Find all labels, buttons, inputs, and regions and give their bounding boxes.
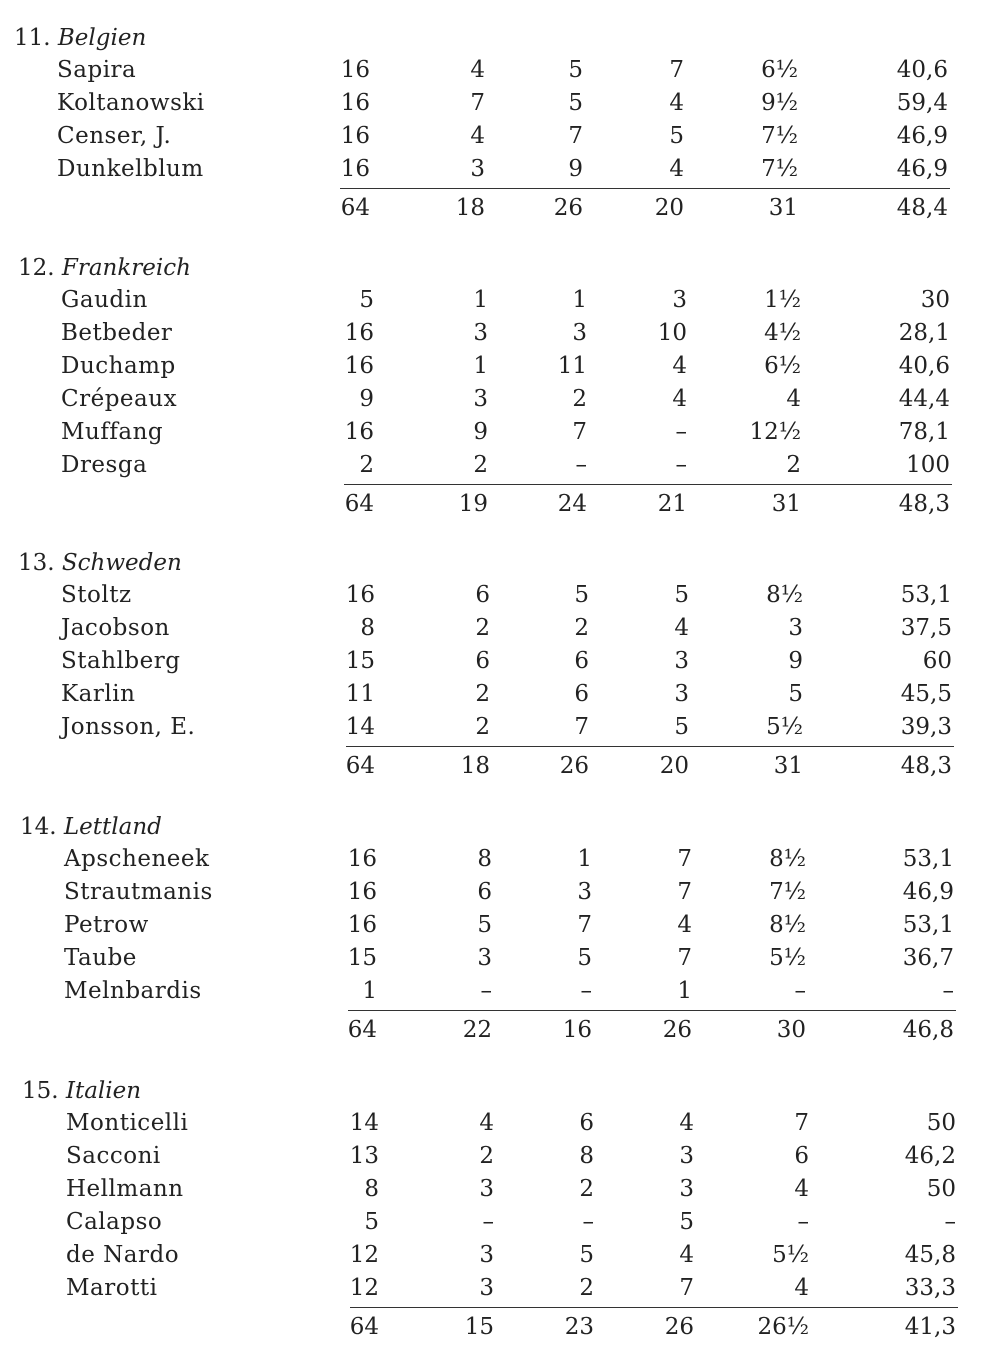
player-name: Censer, J. bbox=[57, 123, 172, 149]
total-cell: 31 bbox=[768, 195, 798, 221]
player-row bbox=[0, 942, 1000, 975]
stat-cell: 5 bbox=[359, 287, 374, 313]
stat-cell: 4 bbox=[679, 1242, 694, 1268]
stat-cell: 4 bbox=[470, 123, 485, 149]
player-row bbox=[0, 876, 1000, 909]
stat-cell: 78,1 bbox=[898, 419, 950, 445]
stat-cell: – bbox=[797, 1209, 809, 1235]
country-heading bbox=[22, 1075, 141, 1107]
total-cell: 22 bbox=[462, 1017, 492, 1043]
stat-cell: 53,1 bbox=[902, 846, 954, 872]
stat-cell: 7 bbox=[794, 1110, 809, 1136]
stat-cell: 7 bbox=[677, 879, 692, 905]
stat-cell: 7 bbox=[572, 419, 587, 445]
stat-cell: 16 bbox=[347, 879, 377, 905]
stat-cell: 6½ bbox=[764, 353, 801, 379]
stat-cell: 11 bbox=[345, 681, 375, 707]
total-cell: 46,8 bbox=[902, 1017, 954, 1043]
stat-cell: 5 bbox=[577, 945, 592, 971]
stat-cell: 6 bbox=[477, 879, 492, 905]
stat-cell: 1 bbox=[677, 978, 692, 1004]
player-name: Koltanowski bbox=[57, 90, 205, 116]
stat-cell: 3 bbox=[470, 156, 485, 182]
total-divider bbox=[348, 1010, 956, 1011]
stat-cell: 6½ bbox=[761, 57, 798, 83]
stat-cell: 3 bbox=[473, 386, 488, 412]
stat-cell: 7 bbox=[574, 714, 589, 740]
stat-cell: 3 bbox=[473, 320, 488, 346]
stat-cell: 12 bbox=[349, 1275, 379, 1301]
stat-cell: 39,3 bbox=[900, 714, 952, 740]
player-name: Betbeder bbox=[61, 320, 173, 346]
total-cell: 16 bbox=[562, 1017, 592, 1043]
stat-cell: 4 bbox=[470, 57, 485, 83]
total-cell: 41,3 bbox=[904, 1314, 956, 1340]
stat-cell: 7 bbox=[470, 90, 485, 116]
stat-cell: 6 bbox=[574, 648, 589, 674]
stat-cell: 5 bbox=[568, 57, 583, 83]
country-heading bbox=[14, 22, 146, 54]
stat-cell: 13 bbox=[349, 1143, 379, 1169]
stat-cell: 2 bbox=[786, 452, 801, 478]
total-cell: 30 bbox=[776, 1017, 806, 1043]
stat-cell: 5 bbox=[579, 1242, 594, 1268]
stat-cell: 16 bbox=[345, 582, 375, 608]
stat-cell: 3 bbox=[679, 1176, 694, 1202]
total-cell: 48,3 bbox=[900, 753, 952, 779]
player-row bbox=[0, 612, 1000, 645]
stat-cell: 46,9 bbox=[902, 879, 954, 905]
stat-cell: 9 bbox=[473, 419, 488, 445]
stat-cell: 2 bbox=[475, 681, 490, 707]
stat-cell: 40,6 bbox=[896, 57, 948, 83]
stat-cell: 16 bbox=[340, 123, 370, 149]
player-row bbox=[0, 54, 1000, 87]
player-row bbox=[0, 416, 1000, 449]
stat-cell: 6 bbox=[574, 681, 589, 707]
stat-cell: – bbox=[575, 452, 587, 478]
stat-cell: 9 bbox=[568, 156, 583, 182]
total-cell: 64 bbox=[347, 1017, 377, 1043]
stat-cell: 4 bbox=[794, 1275, 809, 1301]
player-row bbox=[0, 87, 1000, 120]
player-name: Dresga bbox=[61, 452, 148, 478]
stat-cell: 3 bbox=[577, 879, 592, 905]
total-divider bbox=[344, 484, 952, 485]
stat-cell: 16 bbox=[340, 90, 370, 116]
stat-cell: – bbox=[482, 1209, 494, 1235]
stat-cell: 37,5 bbox=[900, 615, 952, 641]
country-name: Lettland bbox=[63, 814, 162, 840]
player-name: Stahlberg bbox=[61, 648, 181, 674]
section-number: 13. bbox=[18, 550, 55, 576]
stat-cell: 2 bbox=[579, 1275, 594, 1301]
player-row bbox=[0, 383, 1000, 416]
stat-cell: 3 bbox=[788, 615, 803, 641]
stat-cell: 30 bbox=[920, 287, 950, 313]
total-divider bbox=[346, 746, 954, 747]
player-name: Calapso bbox=[66, 1209, 163, 1235]
stat-cell: 46,2 bbox=[904, 1143, 956, 1169]
stat-cell: 5 bbox=[364, 1209, 379, 1235]
total-cell: 26½ bbox=[757, 1314, 809, 1340]
stat-cell: 7 bbox=[679, 1275, 694, 1301]
stat-cell: 5 bbox=[574, 582, 589, 608]
stat-cell: 4 bbox=[672, 386, 687, 412]
stat-cell: 4 bbox=[669, 156, 684, 182]
stat-cell: 100 bbox=[906, 452, 950, 478]
stat-cell: 5 bbox=[674, 714, 689, 740]
stat-cell: 8½ bbox=[769, 846, 806, 872]
stat-cell: 5½ bbox=[766, 714, 803, 740]
player-row bbox=[0, 153, 1000, 186]
country-name: Schweden bbox=[61, 550, 182, 576]
total-cell: 15 bbox=[464, 1314, 494, 1340]
stat-cell: 12½ bbox=[749, 419, 801, 445]
stat-cell: 5 bbox=[788, 681, 803, 707]
stat-cell: 6 bbox=[475, 582, 490, 608]
player-name: Petrow bbox=[64, 912, 149, 938]
stat-cell: 45,5 bbox=[900, 681, 952, 707]
stat-cell: 4½ bbox=[764, 320, 801, 346]
stat-cell: 12 bbox=[349, 1242, 379, 1268]
country-name: Frankreich bbox=[61, 255, 191, 281]
stat-cell: 3 bbox=[479, 1275, 494, 1301]
section-number: 12. bbox=[18, 255, 55, 281]
stat-cell: 10 bbox=[657, 320, 687, 346]
stat-cell: – bbox=[675, 419, 687, 445]
player-name: Muffang bbox=[61, 419, 164, 445]
player-name: Duchamp bbox=[61, 353, 176, 379]
stat-cell: 50 bbox=[926, 1176, 956, 1202]
section-number: 15. bbox=[22, 1078, 59, 1104]
stat-cell: 7½ bbox=[769, 879, 806, 905]
stat-cell: 3 bbox=[477, 945, 492, 971]
stat-cell: 2 bbox=[574, 615, 589, 641]
stat-cell: 1 bbox=[572, 287, 587, 313]
stat-cell: 53,1 bbox=[900, 582, 952, 608]
stat-cell: 9 bbox=[788, 648, 803, 674]
stat-cell: 2 bbox=[359, 452, 374, 478]
player-name: Sacconi bbox=[66, 1143, 161, 1169]
stat-cell: 45,8 bbox=[904, 1242, 956, 1268]
stat-cell: 4 bbox=[672, 353, 687, 379]
stat-cell: 60 bbox=[922, 648, 952, 674]
stat-cell: 2 bbox=[475, 615, 490, 641]
stat-cell: 2 bbox=[475, 714, 490, 740]
country-heading bbox=[20, 811, 162, 843]
country-name: Belgien bbox=[57, 25, 147, 51]
player-name: Apscheneek bbox=[64, 846, 210, 872]
player-row bbox=[0, 284, 1000, 317]
stat-cell: 7 bbox=[577, 912, 592, 938]
stat-cell: 2 bbox=[579, 1176, 594, 1202]
section-number: 11. bbox=[14, 25, 51, 51]
stat-cell: 4 bbox=[677, 912, 692, 938]
stat-cell: 14 bbox=[349, 1110, 379, 1136]
stat-cell: 2 bbox=[473, 452, 488, 478]
player-name: Gaudin bbox=[61, 287, 148, 313]
stat-cell: 46,9 bbox=[896, 123, 948, 149]
player-row bbox=[0, 1140, 1000, 1173]
player-name: Marotti bbox=[66, 1275, 158, 1301]
stat-cell: 16 bbox=[344, 419, 374, 445]
total-cell: 26 bbox=[559, 753, 589, 779]
stat-cell: 3 bbox=[479, 1242, 494, 1268]
player-row bbox=[0, 645, 1000, 678]
player-row bbox=[0, 120, 1000, 153]
total-cell: 23 bbox=[564, 1314, 594, 1340]
stat-cell: 9½ bbox=[761, 90, 798, 116]
country-name: Italien bbox=[65, 1078, 142, 1104]
stat-cell: 7 bbox=[669, 57, 684, 83]
stat-cell: 2 bbox=[479, 1143, 494, 1169]
total-row bbox=[0, 488, 1000, 521]
stat-cell: 15 bbox=[345, 648, 375, 674]
stat-cell: 8 bbox=[579, 1143, 594, 1169]
stat-cell: 5 bbox=[674, 582, 689, 608]
stat-cell: 4 bbox=[786, 386, 801, 412]
total-cell: 19 bbox=[458, 491, 488, 517]
stat-cell: 6 bbox=[794, 1143, 809, 1169]
stat-cell: 1 bbox=[473, 353, 488, 379]
total-cell: 64 bbox=[345, 753, 375, 779]
player-name: de Nardo bbox=[66, 1242, 180, 1268]
player-name: Stoltz bbox=[61, 582, 132, 608]
stat-cell: 8½ bbox=[769, 912, 806, 938]
player-row bbox=[0, 909, 1000, 942]
stat-cell: 44,4 bbox=[898, 386, 950, 412]
stat-cell: 16 bbox=[340, 57, 370, 83]
stat-cell: 7 bbox=[677, 945, 692, 971]
stat-cell: 7½ bbox=[761, 156, 798, 182]
stat-cell: 16 bbox=[340, 156, 370, 182]
stat-cell: 6 bbox=[579, 1110, 594, 1136]
player-row bbox=[0, 975, 1000, 1008]
player-row bbox=[0, 579, 1000, 612]
country-heading bbox=[18, 252, 191, 284]
total-cell: 64 bbox=[340, 195, 370, 221]
stat-cell: 8 bbox=[477, 846, 492, 872]
player-row bbox=[0, 350, 1000, 383]
stat-cell: 3 bbox=[674, 648, 689, 674]
country-heading bbox=[18, 547, 182, 579]
player-row bbox=[0, 1272, 1000, 1305]
player-name: Karlin bbox=[61, 681, 136, 707]
stat-cell: 28,1 bbox=[898, 320, 950, 346]
stat-cell: 16 bbox=[347, 912, 377, 938]
stat-cell: – bbox=[580, 978, 592, 1004]
stat-cell: 50 bbox=[926, 1110, 956, 1136]
section-number: 14. bbox=[20, 814, 57, 840]
stat-cell: 8 bbox=[360, 615, 375, 641]
player-row bbox=[0, 843, 1000, 876]
stat-cell: 7 bbox=[677, 846, 692, 872]
player-row bbox=[0, 678, 1000, 711]
player-name: Jonsson, E. bbox=[61, 714, 196, 740]
stat-cell: 3 bbox=[679, 1143, 694, 1169]
player-name: Melnbardis bbox=[64, 978, 202, 1004]
stat-cell: 16 bbox=[344, 320, 374, 346]
player-name: Strautmanis bbox=[64, 879, 213, 905]
stat-cell: 3 bbox=[674, 681, 689, 707]
total-cell: 31 bbox=[771, 491, 801, 517]
stat-cell: – bbox=[480, 978, 492, 1004]
stat-cell: 5 bbox=[568, 90, 583, 116]
stat-cell: 5 bbox=[679, 1209, 694, 1235]
total-cell: 26 bbox=[553, 195, 583, 221]
player-row bbox=[0, 1107, 1000, 1140]
stat-cell: 46,9 bbox=[896, 156, 948, 182]
total-cell: 26 bbox=[664, 1314, 694, 1340]
total-cell: 48,4 bbox=[896, 195, 948, 221]
stat-cell: 5½ bbox=[772, 1242, 809, 1268]
stat-cell: 8 bbox=[364, 1176, 379, 1202]
total-cell: 18 bbox=[455, 195, 485, 221]
stat-cell: 6 bbox=[475, 648, 490, 674]
stat-cell: 4 bbox=[669, 90, 684, 116]
stat-cell: 9 bbox=[359, 386, 374, 412]
stat-cell: 3 bbox=[672, 287, 687, 313]
stat-cell: 4 bbox=[794, 1176, 809, 1202]
total-row bbox=[0, 750, 1000, 783]
stat-cell: 1 bbox=[577, 846, 592, 872]
stat-cell: 5 bbox=[669, 123, 684, 149]
player-row bbox=[0, 1173, 1000, 1206]
player-row bbox=[0, 1239, 1000, 1272]
total-cell: 20 bbox=[659, 753, 689, 779]
player-name: Sapira bbox=[57, 57, 137, 83]
player-row bbox=[0, 317, 1000, 350]
stat-cell: 4 bbox=[479, 1110, 494, 1136]
total-row bbox=[0, 1311, 1000, 1344]
total-cell: 26 bbox=[662, 1017, 692, 1043]
total-divider bbox=[350, 1307, 958, 1308]
player-name: Crépeaux bbox=[61, 386, 178, 412]
player-name: Monticelli bbox=[66, 1110, 189, 1136]
stat-cell: 8½ bbox=[766, 582, 803, 608]
stat-cell: 4 bbox=[674, 615, 689, 641]
stat-cell: – bbox=[794, 978, 806, 1004]
total-row bbox=[0, 192, 1000, 225]
stat-cell: 33,3 bbox=[904, 1275, 956, 1301]
stat-cell: 5 bbox=[477, 912, 492, 938]
total-divider bbox=[340, 188, 950, 189]
stat-cell: 16 bbox=[347, 846, 377, 872]
stat-cell: 5½ bbox=[769, 945, 806, 971]
stat-cell: 40,6 bbox=[898, 353, 950, 379]
total-cell: 21 bbox=[657, 491, 687, 517]
stat-cell: 53,1 bbox=[902, 912, 954, 938]
player-row bbox=[0, 1206, 1000, 1239]
stat-cell: 15 bbox=[347, 945, 377, 971]
stat-cell: – bbox=[675, 452, 687, 478]
total-cell: 64 bbox=[349, 1314, 379, 1340]
total-cell: 20 bbox=[654, 195, 684, 221]
stat-cell: 14 bbox=[345, 714, 375, 740]
stat-cell: 16 bbox=[344, 353, 374, 379]
stat-cell: 4 bbox=[679, 1110, 694, 1136]
stat-cell: – bbox=[942, 978, 954, 1004]
stat-cell: – bbox=[944, 1209, 956, 1235]
stat-cell: 1 bbox=[362, 978, 377, 1004]
total-cell: 48,3 bbox=[898, 491, 950, 517]
player-name: Taube bbox=[64, 945, 137, 971]
player-name: Hellmann bbox=[66, 1176, 184, 1202]
total-cell: 64 bbox=[344, 491, 374, 517]
stat-cell: – bbox=[582, 1209, 594, 1235]
stat-cell: 3 bbox=[572, 320, 587, 346]
stat-cell: 59,4 bbox=[896, 90, 948, 116]
player-row bbox=[0, 711, 1000, 744]
total-cell: 18 bbox=[460, 753, 490, 779]
stat-cell: 3 bbox=[479, 1176, 494, 1202]
stat-cell: 7 bbox=[568, 123, 583, 149]
stat-cell: 11 bbox=[557, 353, 587, 379]
stat-cell: 36,7 bbox=[902, 945, 954, 971]
player-row bbox=[0, 449, 1000, 482]
stat-cell: 1½ bbox=[764, 287, 801, 313]
total-row bbox=[0, 1014, 1000, 1047]
total-cell: 24 bbox=[557, 491, 587, 517]
stat-cell: 1 bbox=[473, 287, 488, 313]
player-name: Jacobson bbox=[61, 615, 170, 641]
total-cell: 31 bbox=[773, 753, 803, 779]
player-name: Dunkelblum bbox=[57, 156, 204, 182]
stat-cell: 2 bbox=[572, 386, 587, 412]
stat-cell: 7½ bbox=[761, 123, 798, 149]
